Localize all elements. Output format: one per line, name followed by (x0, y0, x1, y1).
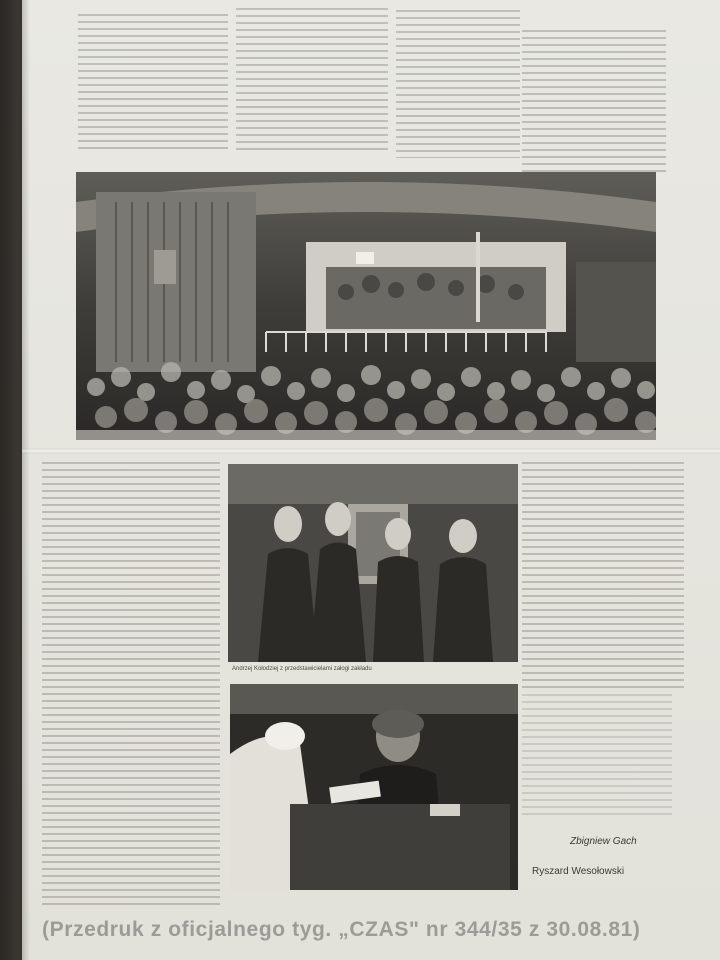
bottom-column-1 (42, 462, 220, 906)
top-column-2 (236, 8, 388, 154)
paper-fold (22, 448, 720, 454)
author-signature-1: Zbigniew Gach (570, 836, 637, 847)
group-portrait-image (228, 464, 518, 662)
bottom-column-3 (522, 462, 684, 692)
photo-table-scene (230, 684, 518, 890)
top-column-3 (396, 10, 520, 158)
reprint-note: (Przedruk z oficjalnego tyg. „CZAS" nr 344/35 z 30.08.81) (42, 918, 641, 941)
photo-group-caption: Andrzej Kołodziej z przedstawicielami załogi zakładu (232, 666, 372, 672)
top-column-4 (522, 30, 666, 172)
page-edge-shadow (22, 0, 30, 960)
photo-hall-crowd (76, 172, 656, 440)
hall-crowd-image (76, 172, 656, 440)
author-signature-2: Ryszard Wesołowski (532, 866, 625, 877)
table-scene-image (230, 684, 518, 890)
photo-group-portrait (228, 464, 518, 662)
newspaper-clipping (22, 0, 720, 960)
bottom-column-3-cont (522, 694, 672, 820)
top-column-1 (78, 14, 228, 154)
